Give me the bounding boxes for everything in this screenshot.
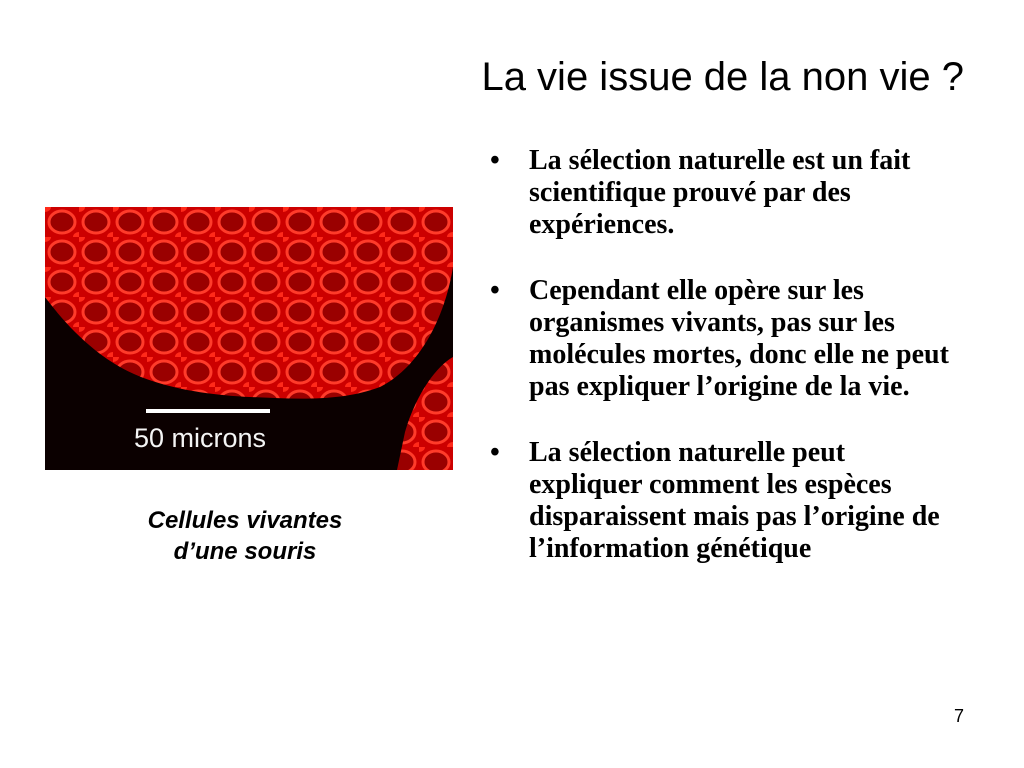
bullet-item: • La sélection naturelle peut expliquer comment les espèces disparaissent mais pas l’origine de l’information génétique (488, 437, 958, 565)
slide-number: 7 (953, 706, 964, 726)
scale-label: 50 microns (134, 423, 267, 453)
bullet-item: • Cependant elle opère sur les organismes vivants, pas sur les molécules mortes, donc elle ne peut pas expliquer l’origine de la vie. (488, 275, 958, 403)
slide-title: La vie issue de la non vie ? (481, 55, 964, 99)
bullet-list (488, 145, 958, 599)
caption-line-2: d’une souris (173, 538, 317, 565)
scale-bar (146, 409, 270, 413)
image-caption (100, 505, 390, 567)
bullet-item: • La sélection naturelle est un fait scientifique prouvé par des expériences. (488, 145, 958, 241)
caption-line-1: Cellules vivantes (147, 507, 343, 534)
